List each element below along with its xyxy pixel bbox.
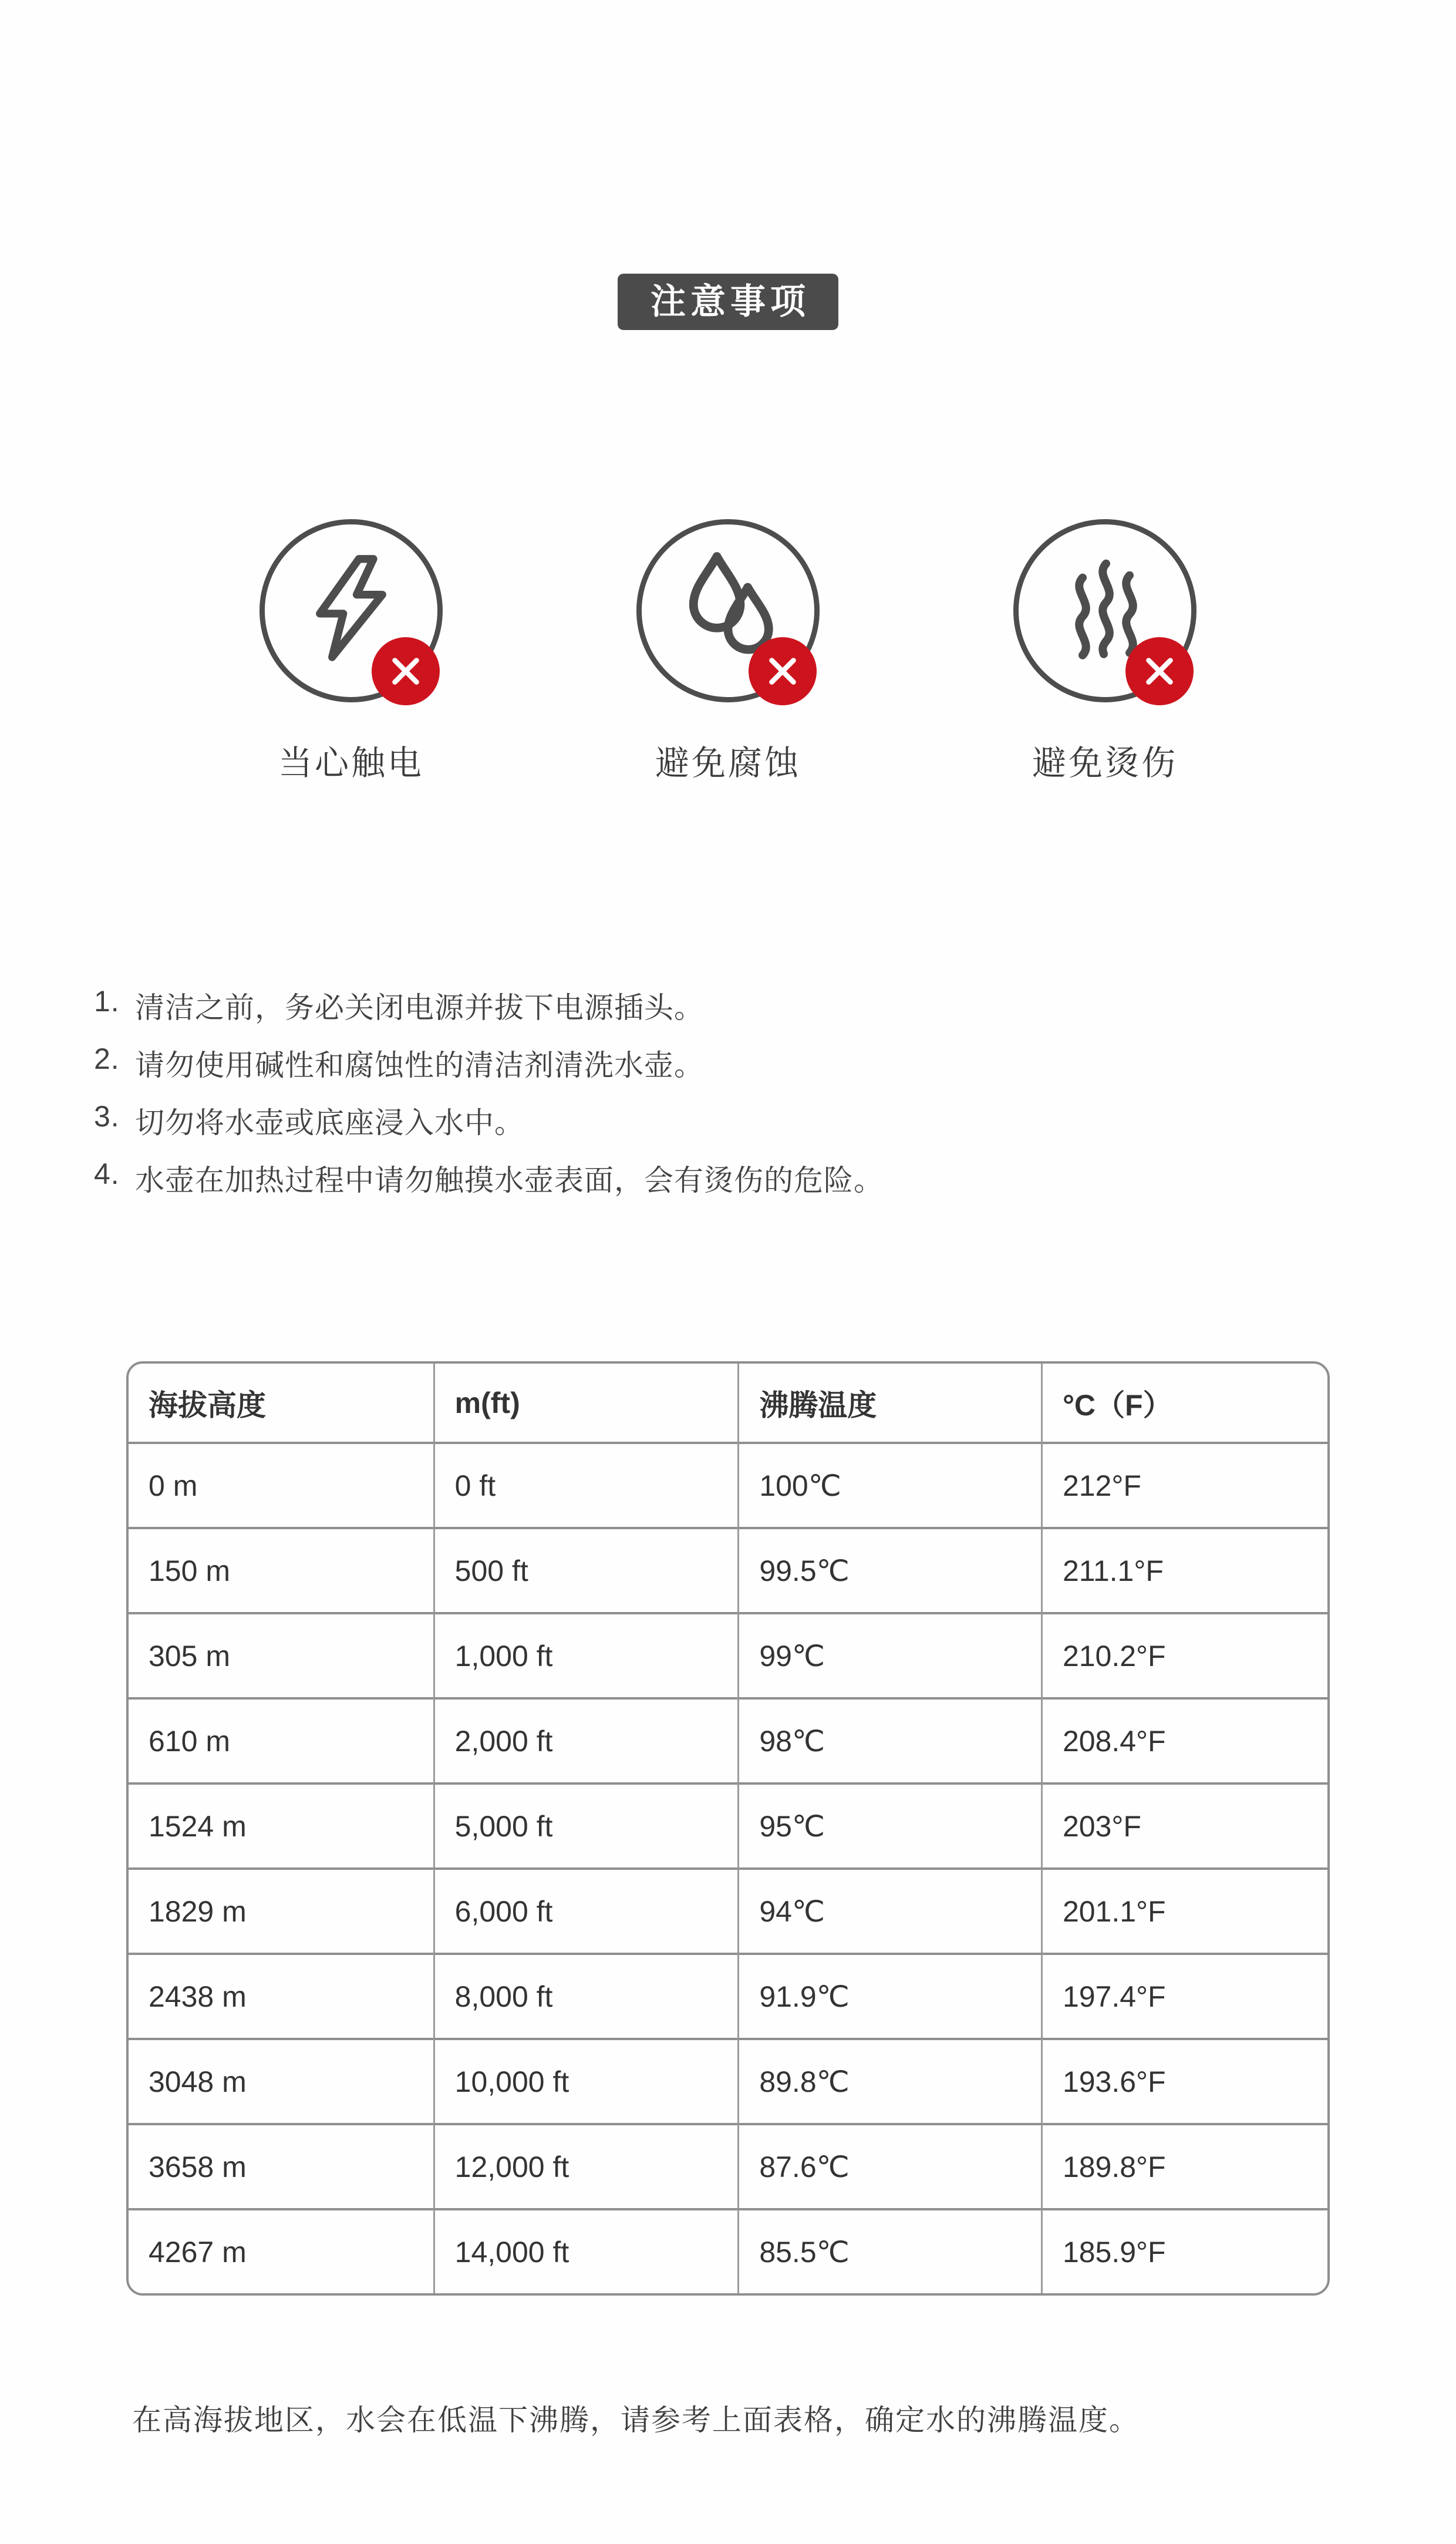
table-cell: 2438 m — [129, 1953, 433, 2038]
table-header-row — [129, 1364, 1327, 1442]
header-fahrenheit: °C（F） — [1041, 1364, 1327, 1442]
table-row — [129, 1612, 1327, 1697]
table-cell: 1524 m — [129, 1782, 433, 1867]
table-cell: 94℃ — [737, 1867, 1041, 1953]
header-boiling-temp: 沸腾温度 — [737, 1364, 1041, 1442]
table-cell: 185.9°F — [1041, 2208, 1327, 2293]
table-row — [129, 2123, 1327, 2208]
title-section — [0, 0, 1456, 330]
header-altitude: 海拔高度 — [149, 1388, 266, 1422]
table-row — [129, 1527, 1327, 1612]
item-number: 2. — [94, 1042, 120, 1075]
precaution-list — [94, 984, 1456, 1214]
table-cell: 6,000 ft — [433, 1867, 738, 1953]
table-row — [129, 2038, 1327, 2123]
warning-label: 避免烫伤 — [1032, 744, 1178, 782]
prohibited-x-icon — [749, 637, 817, 705]
table-cell: 0 m — [129, 1442, 433, 1527]
table-cell: 98℃ — [737, 1697, 1041, 1782]
x-mark-icon — [1140, 652, 1179, 691]
table-cell: 203°F — [1041, 1782, 1327, 1867]
table-cell: 89.8℃ — [737, 2038, 1041, 2123]
altitude-boiling-table — [126, 1361, 1330, 2296]
table-cell: 3658 m — [129, 2123, 433, 2208]
table-cell: 610 m — [129, 1697, 433, 1782]
table-row — [129, 1442, 1327, 1527]
table-cell: 8,000 ft — [433, 1953, 738, 2038]
warning-corrosion — [636, 519, 820, 785]
x-mark-icon — [386, 652, 425, 691]
item-text: 水壶在加热过程中请勿触摸水壶表面，会有烫伤的危险。 — [135, 1164, 884, 1197]
table-cell: 85.5℃ — [737, 2208, 1041, 2293]
table-cell: 208.4°F — [1041, 1697, 1327, 1782]
table-cell: 5,000 ft — [433, 1782, 738, 1867]
warning-scald — [1013, 519, 1197, 785]
table-cell: 211.1°F — [1041, 1527, 1327, 1612]
table-cell: 14,000 ft — [433, 2208, 738, 2293]
list-item — [94, 1042, 1456, 1099]
table-cell: 150 m — [129, 1527, 433, 1612]
table-cell: 100℃ — [737, 1442, 1041, 1527]
table-cell: 0 ft — [433, 1442, 738, 1527]
warning-icons-row — [0, 519, 1456, 785]
table-cell: 197.4°F — [1041, 1953, 1327, 2038]
table-cell: 95℃ — [737, 1782, 1041, 1867]
item-number: 4. — [94, 1157, 120, 1190]
table-row — [129, 2208, 1327, 2293]
table-row — [129, 1697, 1327, 1782]
table-cell: 189.8°F — [1041, 2123, 1327, 2208]
page-title-badge — [618, 274, 838, 330]
corrosion-icon — [636, 519, 820, 702]
table-row — [129, 1867, 1327, 1953]
item-text: 切勿将水壶或底座浸入水中。 — [135, 1106, 524, 1139]
warning-electric-shock — [259, 519, 443, 785]
table-cell: 10,000 ft — [433, 2038, 738, 2123]
list-item — [94, 1157, 1456, 1214]
x-mark-icon — [763, 652, 802, 691]
item-text: 请勿使用碱性和腐蚀性的清洁剂清洗水壶。 — [135, 1049, 704, 1082]
prohibited-x-icon — [372, 637, 440, 705]
table-cell: 3048 m — [129, 2038, 433, 2123]
electric-shock-icon — [259, 519, 443, 702]
item-text: 清洁之前，务必关闭电源并拔下电源插头。 — [135, 991, 704, 1024]
table-cell: 201.1°F — [1041, 1867, 1327, 1953]
table-row — [129, 1953, 1327, 2038]
item-number: 3. — [94, 1100, 120, 1133]
table-row — [129, 1782, 1327, 1867]
warning-label: 当心触电 — [278, 744, 424, 782]
table-cell: 12,000 ft — [433, 2123, 738, 2208]
table-cell: 1829 m — [129, 1867, 433, 1953]
table-cell: 305 m — [129, 1612, 433, 1697]
list-item — [94, 1099, 1456, 1157]
prohibited-x-icon — [1125, 637, 1194, 705]
table-cell: 500 ft — [433, 1527, 738, 1612]
item-number: 1. — [94, 985, 120, 1018]
warning-label: 避免腐蚀 — [655, 744, 801, 782]
footer-note: 在高海拔地区，水会在低温下沸腾，请参考上面表格，确定水的沸腾温度。 — [132, 2404, 1140, 2437]
table-cell: 99℃ — [737, 1612, 1041, 1697]
page-title: 注意事项 — [651, 282, 810, 321]
header-feet: m(ft) — [433, 1364, 738, 1442]
table-cell: 212°F — [1041, 1442, 1327, 1527]
table-cell: 2,000 ft — [433, 1697, 738, 1782]
table-cell: 1,000 ft — [433, 1612, 738, 1697]
table-cell: 87.6℃ — [737, 2123, 1041, 2208]
table-cell: 4267 m — [129, 2208, 433, 2293]
table-cell: 91.9℃ — [737, 1953, 1041, 2038]
scald-icon — [1013, 519, 1197, 702]
table-cell: 99.5℃ — [737, 1527, 1041, 1612]
table-cell: 210.2°F — [1041, 1612, 1327, 1697]
list-item — [94, 984, 1456, 1042]
table-cell: 193.6°F — [1041, 2038, 1327, 2123]
